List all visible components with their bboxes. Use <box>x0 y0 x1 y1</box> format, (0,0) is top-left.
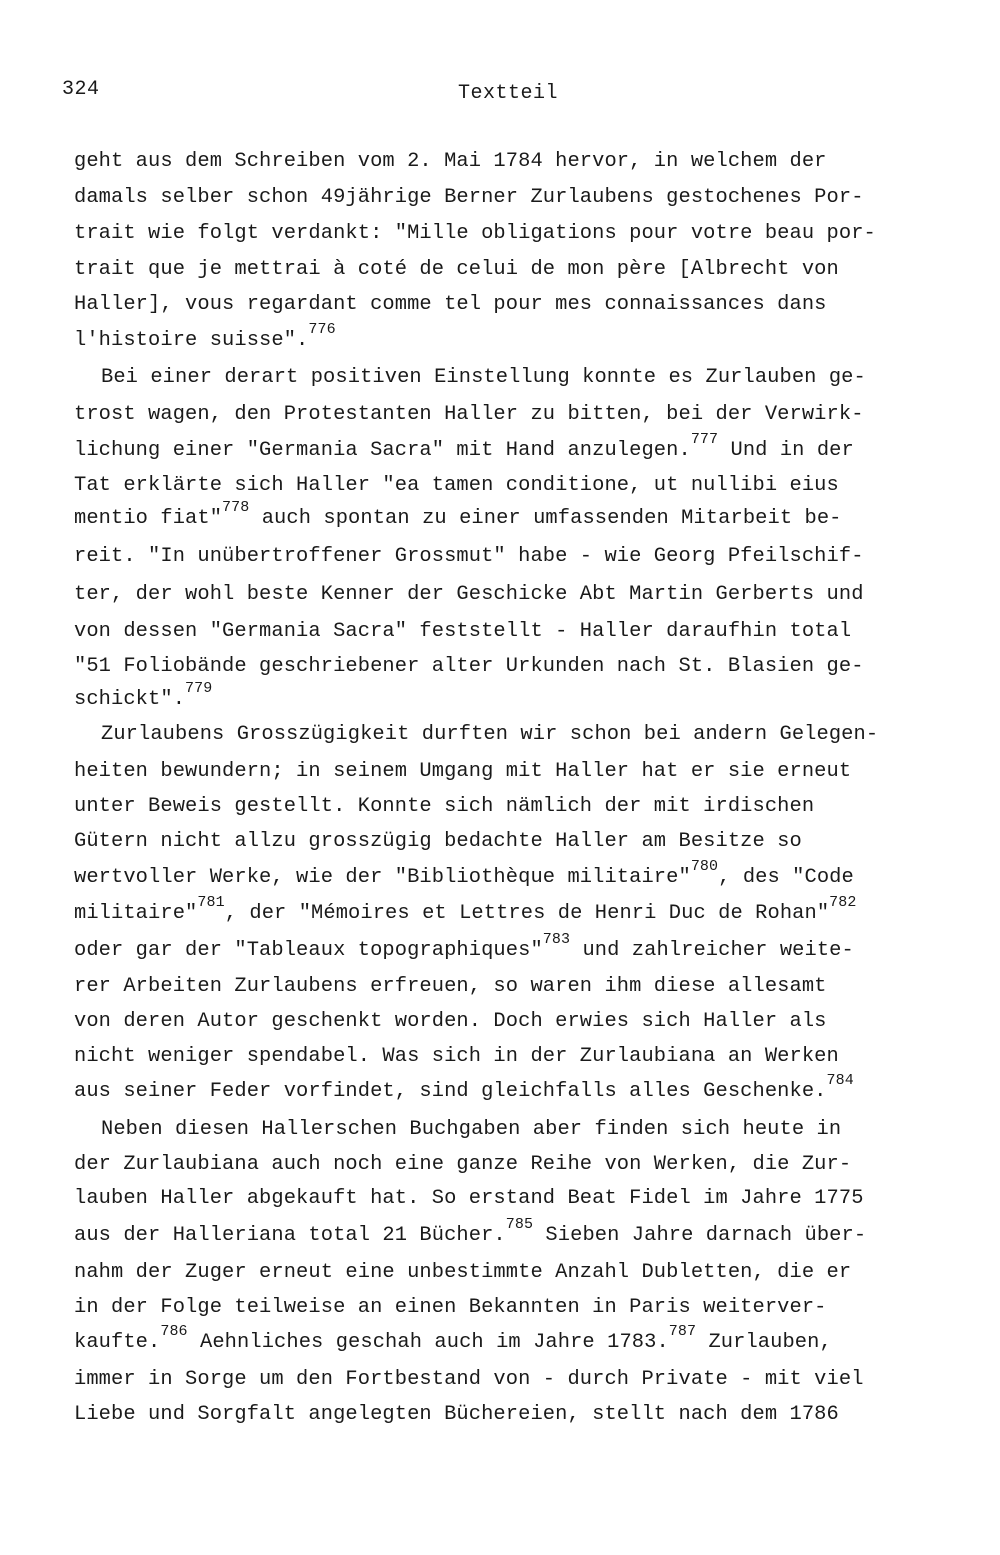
footnote-ref: 780 <box>690 858 719 876</box>
footnote-ref: 784 <box>826 1072 854 1090</box>
footnote-ref: 778 <box>222 499 250 517</box>
text-line: damals selber schon 49jährige Berner Zurlaubens gestochenes Por- <box>74 186 864 209</box>
page-number: 324 <box>62 78 100 101</box>
text-line: Liebe und Sorgfalt angelegten Büchereien, stellt nach dem 1786 <box>74 1403 839 1426</box>
text-line: ter, der wohl beste Kenner der Geschicke Abt Martin Gerberts und <box>74 583 864 606</box>
footnote-ref: 781 <box>197 894 225 912</box>
text-line: lichung einer "Germania Sacra" mit Hand anzulegen.$^{777}$ Und in der <box>74 431 854 462</box>
text-line: von deren Autor geschenkt worden. Doch erwies sich Haller als <box>74 1010 827 1033</box>
text-line: wertvoller Werke, wie der "Bibliothèque militaire"$^{780}$, des "Code <box>74 858 854 889</box>
text-line: Neben diesen Hallerschen Buchgaben aber finden sich heute in <box>101 1118 842 1141</box>
text-line: aus seiner Feder vorfindet, sind gleichfalls alles Geschenke.$^{784}$ <box>74 1072 854 1103</box>
text-line: reit. "In unübertroffener Grossmut" habe - wie Georg Pfeilschif- <box>74 545 864 568</box>
text-line: immer in Sorge um den Fortbestand von - durch Private - mit viel <box>74 1368 864 1391</box>
text-line: Haller], vous regardant comme tel pour mes connaissances dans <box>74 293 827 316</box>
text-line: lauben Haller abgekauft hat. So erstand Beat Fidel im Jahre 1775 <box>74 1187 864 1210</box>
text-line: nicht weniger spendabel. Was sich in der Zurlaubiana an Werken <box>74 1045 839 1068</box>
text-line: trost wagen, den Protestanten Haller zu bitten, bei der Verwirk- <box>74 403 864 426</box>
text-line: Tat erklärte sich Haller "ea tamen conditione, ut nullibi eius <box>74 474 839 497</box>
footnote-ref: 787 <box>668 1323 697 1341</box>
text-line: aus der Halleriana total 21 Bücher.$^{785}$ Sieben Jahre darnach über- <box>74 1216 867 1247</box>
text-line: Gütern nicht allzu grosszügig bedachte Haller am Besitze so <box>74 830 802 853</box>
text-line: von dessen "Germania Sacra" feststellt - Haller daraufhin total <box>74 620 852 643</box>
footnote-ref: 777 <box>690 431 719 449</box>
text-line: in der Folge teilweise an einen Bekannten in Paris weiterver- <box>74 1296 827 1319</box>
text-line: trait que je mettrai à coté de celui de mon père [Albrecht von <box>74 258 839 281</box>
text-line: der Zurlaubiana auch noch eine ganze Reihe von Werken, die Zur- <box>74 1153 852 1176</box>
text-line: mentio fiat"$^{778}$ auch spontan zu einer umfassenden Mitarbeit be- <box>74 499 842 530</box>
footnote-ref: 786 <box>160 1323 188 1341</box>
text-line: schickt".$^{779}$ <box>74 680 213 711</box>
text-line: unter Beweis gestellt. Konnte sich nämlich der mit irdischen <box>74 795 815 818</box>
text-line: rer Arbeiten Zurlaubens erfreuen, so waren ihm diese allesamt <box>74 975 827 998</box>
running-head: Textteil <box>458 82 559 105</box>
footnote-ref: 776 <box>308 321 336 339</box>
text-line: Bei einer derart positiven Einstellung konnte es Zurlauben ge- <box>101 366 866 389</box>
text-line: Zurlaubens Grosszügigkeit durften wir schon bei andern Gelegen- <box>101 723 879 746</box>
text-line: trait wie folgt verdankt: "Mille obligations pour votre beau por- <box>74 222 876 245</box>
text-line: "51 Foliobände geschriebener alter Urkunden nach St. Blasien ge- <box>74 655 864 678</box>
text-line: l'histoire suisse".$^{776}$ <box>74 321 336 352</box>
footnote-ref: 782 <box>829 894 857 912</box>
footnote-ref: 785 <box>505 1216 534 1234</box>
footnote-ref: 779 <box>185 680 213 698</box>
text-line: oder gar der "Tableaux topographiques"$^{783}$ und zahlreicher weite- <box>74 931 854 962</box>
text-line: heiten bewundern; in seinem Umgang mit Haller hat er sie erneut <box>74 760 852 783</box>
text-line: nahm der Zuger erneut eine unbestimmte Anzahl Dubletten, die er <box>74 1261 852 1284</box>
footnote-ref: 783 <box>542 931 571 949</box>
text-line: militaire"$^{781}$, der "Mémoires et Lettres de Henri Duc de Rohan"$^{782}$ <box>74 894 857 925</box>
text-line: geht aus dem Schreiben vom 2. Mai 1784 hervor, in welchem der <box>74 150 827 173</box>
text-line: kaufte.$^{786}$ Aehnliches geschah auch im Jahre 1783.$^{787}$ Zurlauben, <box>74 1323 832 1354</box>
